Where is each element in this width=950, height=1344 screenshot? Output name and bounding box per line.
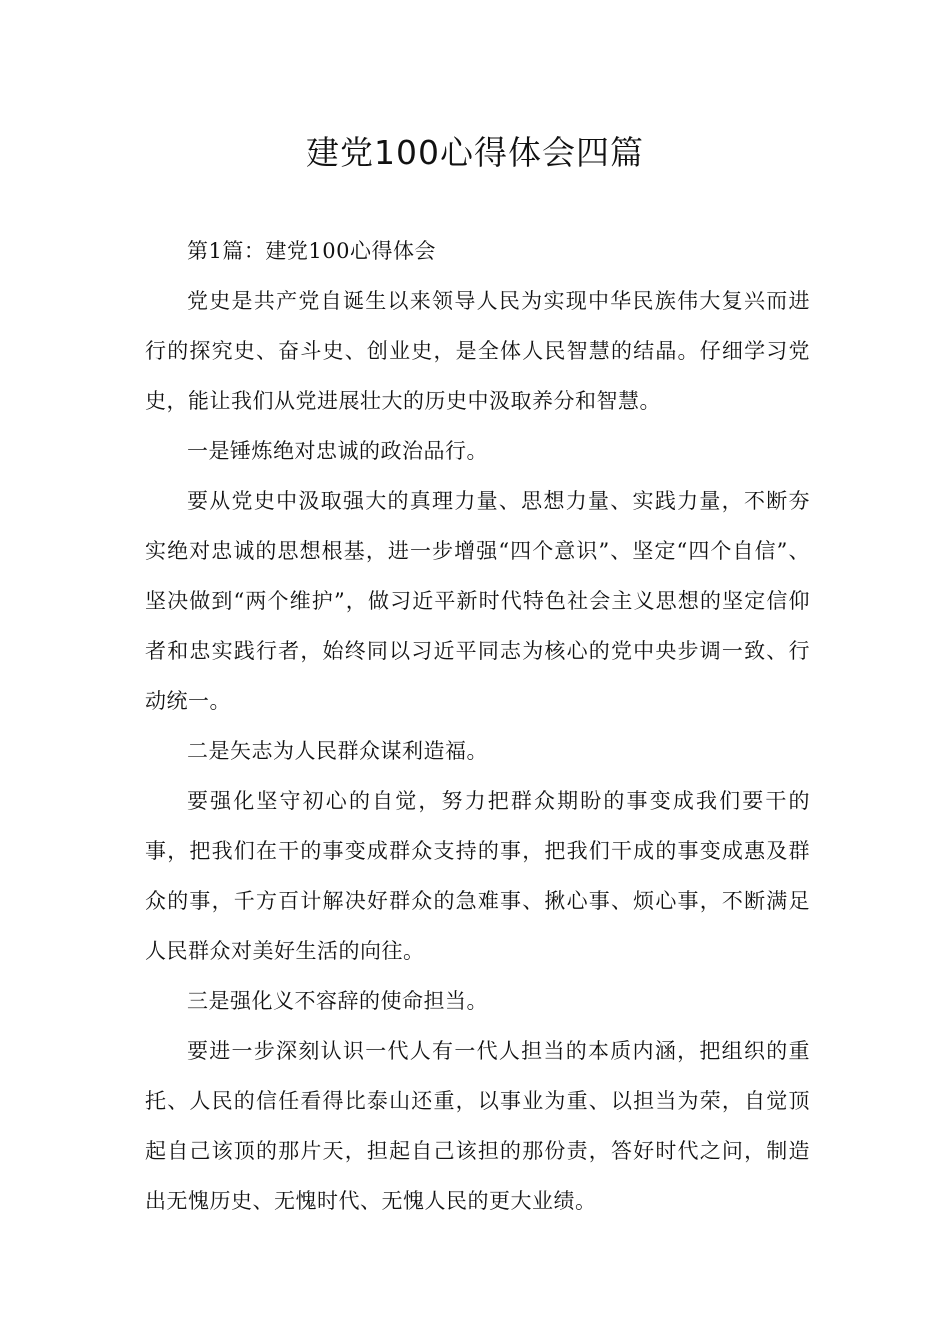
document-title: 建党100心得体会四篇 — [306, 133, 644, 172]
paragraph-point-2: 要强化坚守初心的自觉，努力把群众期盼的事变成我们要干的事，把我们在干的事变成群众支持的事，把我们干成的事变成惠及群众的事，千方百计解决好群众的急难事、揪心事、烦心事，不断满足人民群众对美好生活的向往。 — [145, 789, 810, 963]
paragraph-point-3: 要进一步深刻认识一代人有一代人担当的本质内涵，把组织的重托、人民的信任看得比泰山还重，以事业为重、以担当为荣，自觉顶起自己该顶的那片天，担起自己该担的那份责，答好时代之问，制造出无愧历史、无愧时代、无愧人民的更大业绩。 — [145, 1039, 810, 1213]
point-heading-3: 三是强化义不容辞的使命担当。 — [187, 989, 488, 1013]
section-heading: 第1篇：建党100心得体会 — [187, 239, 436, 263]
paragraph-intro: 党史是共产党自诞生以来领导人民为实现中华民族伟大复兴而进行的探究史、奋斗史、创业史，是全体人民智慧的结晶。仔细学习党史，能让我们从党进展壮大的历史中汲取养分和智慧。 — [145, 289, 810, 413]
document-body — [145, 226, 810, 1226]
paragraph-point-1: 要从党史中汲取强大的真理力量、思想力量、实践力量，不断夯实绝对忠诚的思想根基，进一步增强“四个意识”、坚定“四个自信”、坚决做到“两个维护”，做习近平新时代特色社会主义思想的坚定信仰者和忠实践行者，始终同以习近平同志为核心的党中央步调一致、行动统一。 — [145, 489, 810, 713]
point-heading-1: 一是锤炼绝对忠诚的政治品行。 — [187, 439, 488, 463]
point-heading-2: 二是矢志为人民群众谋利造福。 — [187, 739, 488, 763]
